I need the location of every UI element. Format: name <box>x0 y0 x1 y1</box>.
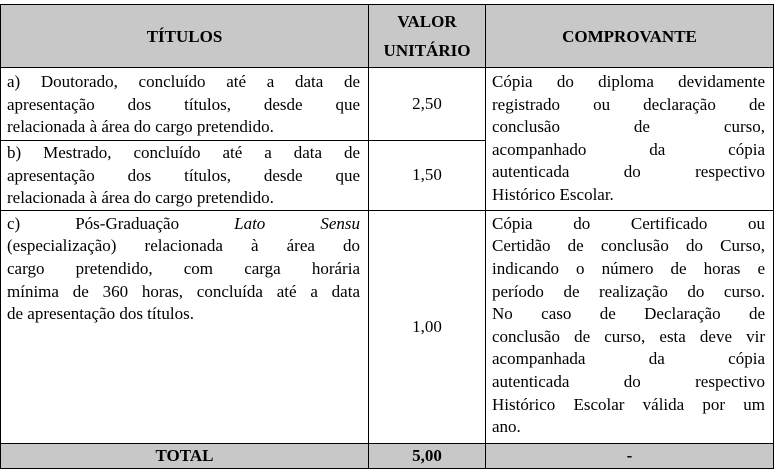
comprovante-line: No caso de Declaração de <box>492 304 765 324</box>
row-b-line: b) Mestrado, concluído até a data de <box>7 143 360 162</box>
header-comprovante: COMPROVANTE <box>486 5 774 68</box>
row-a-description <box>1 68 369 141</box>
total-label: TOTAL <box>1 443 369 468</box>
row-c-italic-sensu: Sensu <box>320 213 361 233</box>
row-c-line: cargo pretendido, com carga horária <box>7 258 360 278</box>
row-b-line: relacionada à área do cargo pretendido. <box>7 188 274 208</box>
row-c-prefix: c) Pós-Graduação <box>7 213 180 233</box>
row-c-line <box>7 213 360 236</box>
comprovante-line: acompanhada da cópia <box>492 349 765 369</box>
row-b-value: 1,50 <box>369 141 486 211</box>
comprovante-line: autenticada do respectivo <box>492 162 765 182</box>
table-row <box>1 210 774 443</box>
header-valor-line1: VALOR <box>397 12 457 31</box>
row-a-value: 2,50 <box>369 68 486 141</box>
comprovante-line: conclusão de curso, <box>492 117 765 137</box>
comprovante-line: período de realização do curso. <box>492 281 765 301</box>
comprovante-line: indicando o número de horas e <box>492 258 765 278</box>
row-c-line: de apresentação dos títulos. <box>7 304 194 324</box>
comprovante-line: Histórico Escolar válida por um <box>492 394 765 414</box>
comprovante-line: autenticada do respectivo <box>492 371 765 391</box>
row-a-line: a) Doutorado, concluído até a data de <box>7 72 360 91</box>
comprovante-line: Certidão de conclusão do Curso, <box>492 236 765 256</box>
header-valor-line2: UNITÁRIO <box>383 41 471 60</box>
table-row <box>1 68 774 141</box>
row-c-line: mínima de 360 horas, concluída até a data <box>7 281 360 301</box>
row-c-line: (especialização) relacionada à área do <box>7 236 360 256</box>
header-row <box>1 5 774 68</box>
comprovante-line: acompanhado da cópia <box>492 139 765 159</box>
header-titulos: TÍTULOS <box>1 5 369 68</box>
comprovante-a-b <box>486 68 774 211</box>
titles-table <box>0 4 774 469</box>
row-b-line: apresentação dos títulos, desde que <box>7 165 360 185</box>
header-valor-unitario <box>369 5 486 68</box>
row-c-value: 1,00 <box>369 210 486 443</box>
row-c-description <box>1 210 369 443</box>
comprovante-line: Histórico Escolar. <box>492 184 614 204</box>
comprovante-line: Cópia do Certificado ou <box>492 213 765 233</box>
total-comprovante: - <box>486 443 774 468</box>
row-c-italic-lato: Lato <box>234 213 266 233</box>
comprovante-line: registrado ou declaração de <box>492 94 765 114</box>
row-a-line: relacionada à área do cargo pretendido. <box>7 117 274 137</box>
row-b-description <box>1 141 369 211</box>
comprovante-line: Cópia do diploma devidamente <box>492 72 765 91</box>
total-value: 5,00 <box>369 443 486 468</box>
comprovante-c <box>486 210 774 443</box>
comprovante-line: ano. <box>492 417 521 437</box>
row-a-line: apresentação dos títulos, desde que <box>7 94 360 114</box>
total-row <box>1 443 774 468</box>
comprovante-line: conclusão de curso, esta deve vir <box>492 326 765 346</box>
